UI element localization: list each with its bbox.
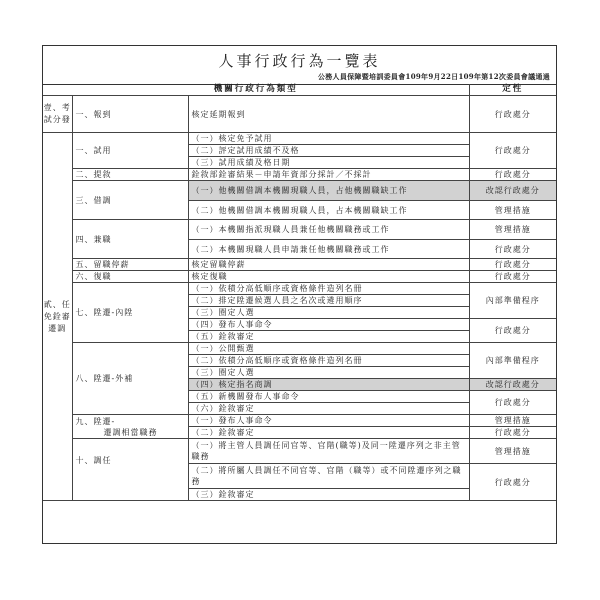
category-label (72, 415, 188, 439)
category-label: 十、調任 (72, 439, 188, 501)
nature-cell: 行政處分 (469, 240, 556, 259)
item-text: （三）圈定人選 (188, 367, 469, 379)
item-text: （一）他機關借調本機關現職人員，占他機關職缺工作 (188, 181, 469, 201)
item-text: （二）評定試用成績不及格 (188, 145, 469, 157)
item-text: （二）本機關現職人員申請兼任他機關職務或工作 (188, 240, 469, 259)
category-label: 四、兼職 (72, 220, 188, 259)
document-sheet (42, 45, 557, 544)
table-header-row (43, 84, 556, 96)
table-row (43, 343, 556, 355)
item-text: 核定延期報到 (188, 96, 469, 133)
item-text: （一）依積分高低順序或資格條件造列名冊 (188, 283, 469, 295)
category-label-line2: 遷調相當職務 (103, 427, 158, 437)
nature-cell: 行政處分 (469, 169, 556, 181)
section-label: 貳、任免銓審遷調 (43, 133, 72, 501)
nature-cell: 行政處分 (469, 319, 556, 343)
item-text: （五）新機關發布人事命令 (188, 391, 469, 403)
item-text: （三）試用成績及格日期 (188, 157, 469, 169)
category-label: 一、報到 (72, 96, 188, 133)
nature-cell: 管理措施 (469, 201, 556, 220)
document-subtitle: 公務人員保障暨培訓委員會109年9月22日109年第12次委員會議通過 (317, 72, 550, 81)
item-text: （四）發布人事命令 (188, 319, 469, 331)
item-text: （二）將所屬人員調任不同官等、官階（職等）或不同陞遷序列之職務 (188, 464, 469, 489)
header-nature: 定性 (469, 84, 556, 96)
item-text: （一）公開甄選 (188, 343, 469, 355)
section-label: 壹、考試分發 (43, 96, 72, 133)
item-text: （四）核定指名商調 (188, 379, 469, 391)
item-text: （一）將主管人員調任同官等、官階(職等)及同一陞遷序列之非主管職務 (188, 439, 469, 464)
category-label: 三、借調 (72, 181, 188, 220)
table-row (43, 181, 556, 201)
item-text: （三）銓敘審定 (188, 489, 469, 501)
item-text: （六）銓敘審定 (188, 403, 469, 415)
document-title: 人事行政行為一覽表 (218, 52, 381, 70)
category-label: 一、試用 (72, 133, 188, 169)
nature-cell: 行政處分 (469, 464, 556, 501)
table-row (43, 259, 556, 271)
nature-cell: 行政處分 (469, 259, 556, 271)
nature-cell: 管理措施 (469, 439, 556, 464)
item-text: （二）銓敘審定 (188, 427, 469, 439)
item-text: 核定復職 (188, 271, 469, 283)
personnel-actions-table (43, 84, 556, 501)
nature-cell: 行政處分 (469, 133, 556, 169)
table-row (43, 271, 556, 283)
table-row (43, 415, 556, 427)
category-label: 二、提敘 (72, 169, 188, 181)
item-text: 核定留職停薪 (188, 259, 469, 271)
category-label: 八、陞遷-外補 (72, 343, 188, 415)
nature-cell: 行政處分 (469, 271, 556, 283)
table-row (43, 96, 556, 133)
table-row (43, 169, 556, 181)
item-text: （五）銓敘審定 (188, 331, 469, 343)
nature-cell: 內部準備程序 (469, 283, 556, 319)
category-label: 七、陞遷-內陞 (72, 283, 188, 343)
nature-cell: 改認行政處分 (469, 181, 556, 201)
nature-cell: 管理措施 (469, 220, 556, 240)
category-label: 五、留職停薪 (72, 259, 188, 271)
nature-cell: 行政處分 (469, 391, 556, 415)
item-text: （一）發布人事命令 (188, 415, 469, 427)
item-text: （二）依積分高低順序或資格條件造列名冊 (188, 355, 469, 367)
item-text: （一）核定免予試用 (188, 133, 469, 145)
nature-cell: 管理措施 (469, 415, 556, 427)
category-label: 六、復職 (72, 271, 188, 283)
title-block (43, 46, 556, 85)
item-text: （二）排定陞遷候選人員之名次或遴用順序 (188, 295, 469, 307)
item-text: （一）本機關指派現職人員兼任他機關職務或工作 (188, 220, 469, 240)
nature-cell: 改認行政處分 (469, 379, 556, 391)
table-row (43, 133, 556, 145)
header-type: 機關行政行為類型 (43, 84, 469, 96)
category-label-line1: 九、陞遷- (75, 416, 116, 426)
table-row (43, 283, 556, 295)
item-text: （二）他機關借調本機關現職人員，占本機關職缺工作 (188, 201, 469, 220)
nature-cell: 內部準備程序 (469, 343, 556, 379)
item-text: （三）圈定人選 (188, 307, 469, 319)
table-row (43, 220, 556, 240)
item-text: 銓敘部銓審結果－申請年資部分採計／不採計 (188, 169, 469, 181)
nature-cell: 行政處分 (469, 427, 556, 439)
nature-cell: 行政處分 (469, 96, 556, 133)
table-row (43, 439, 556, 464)
